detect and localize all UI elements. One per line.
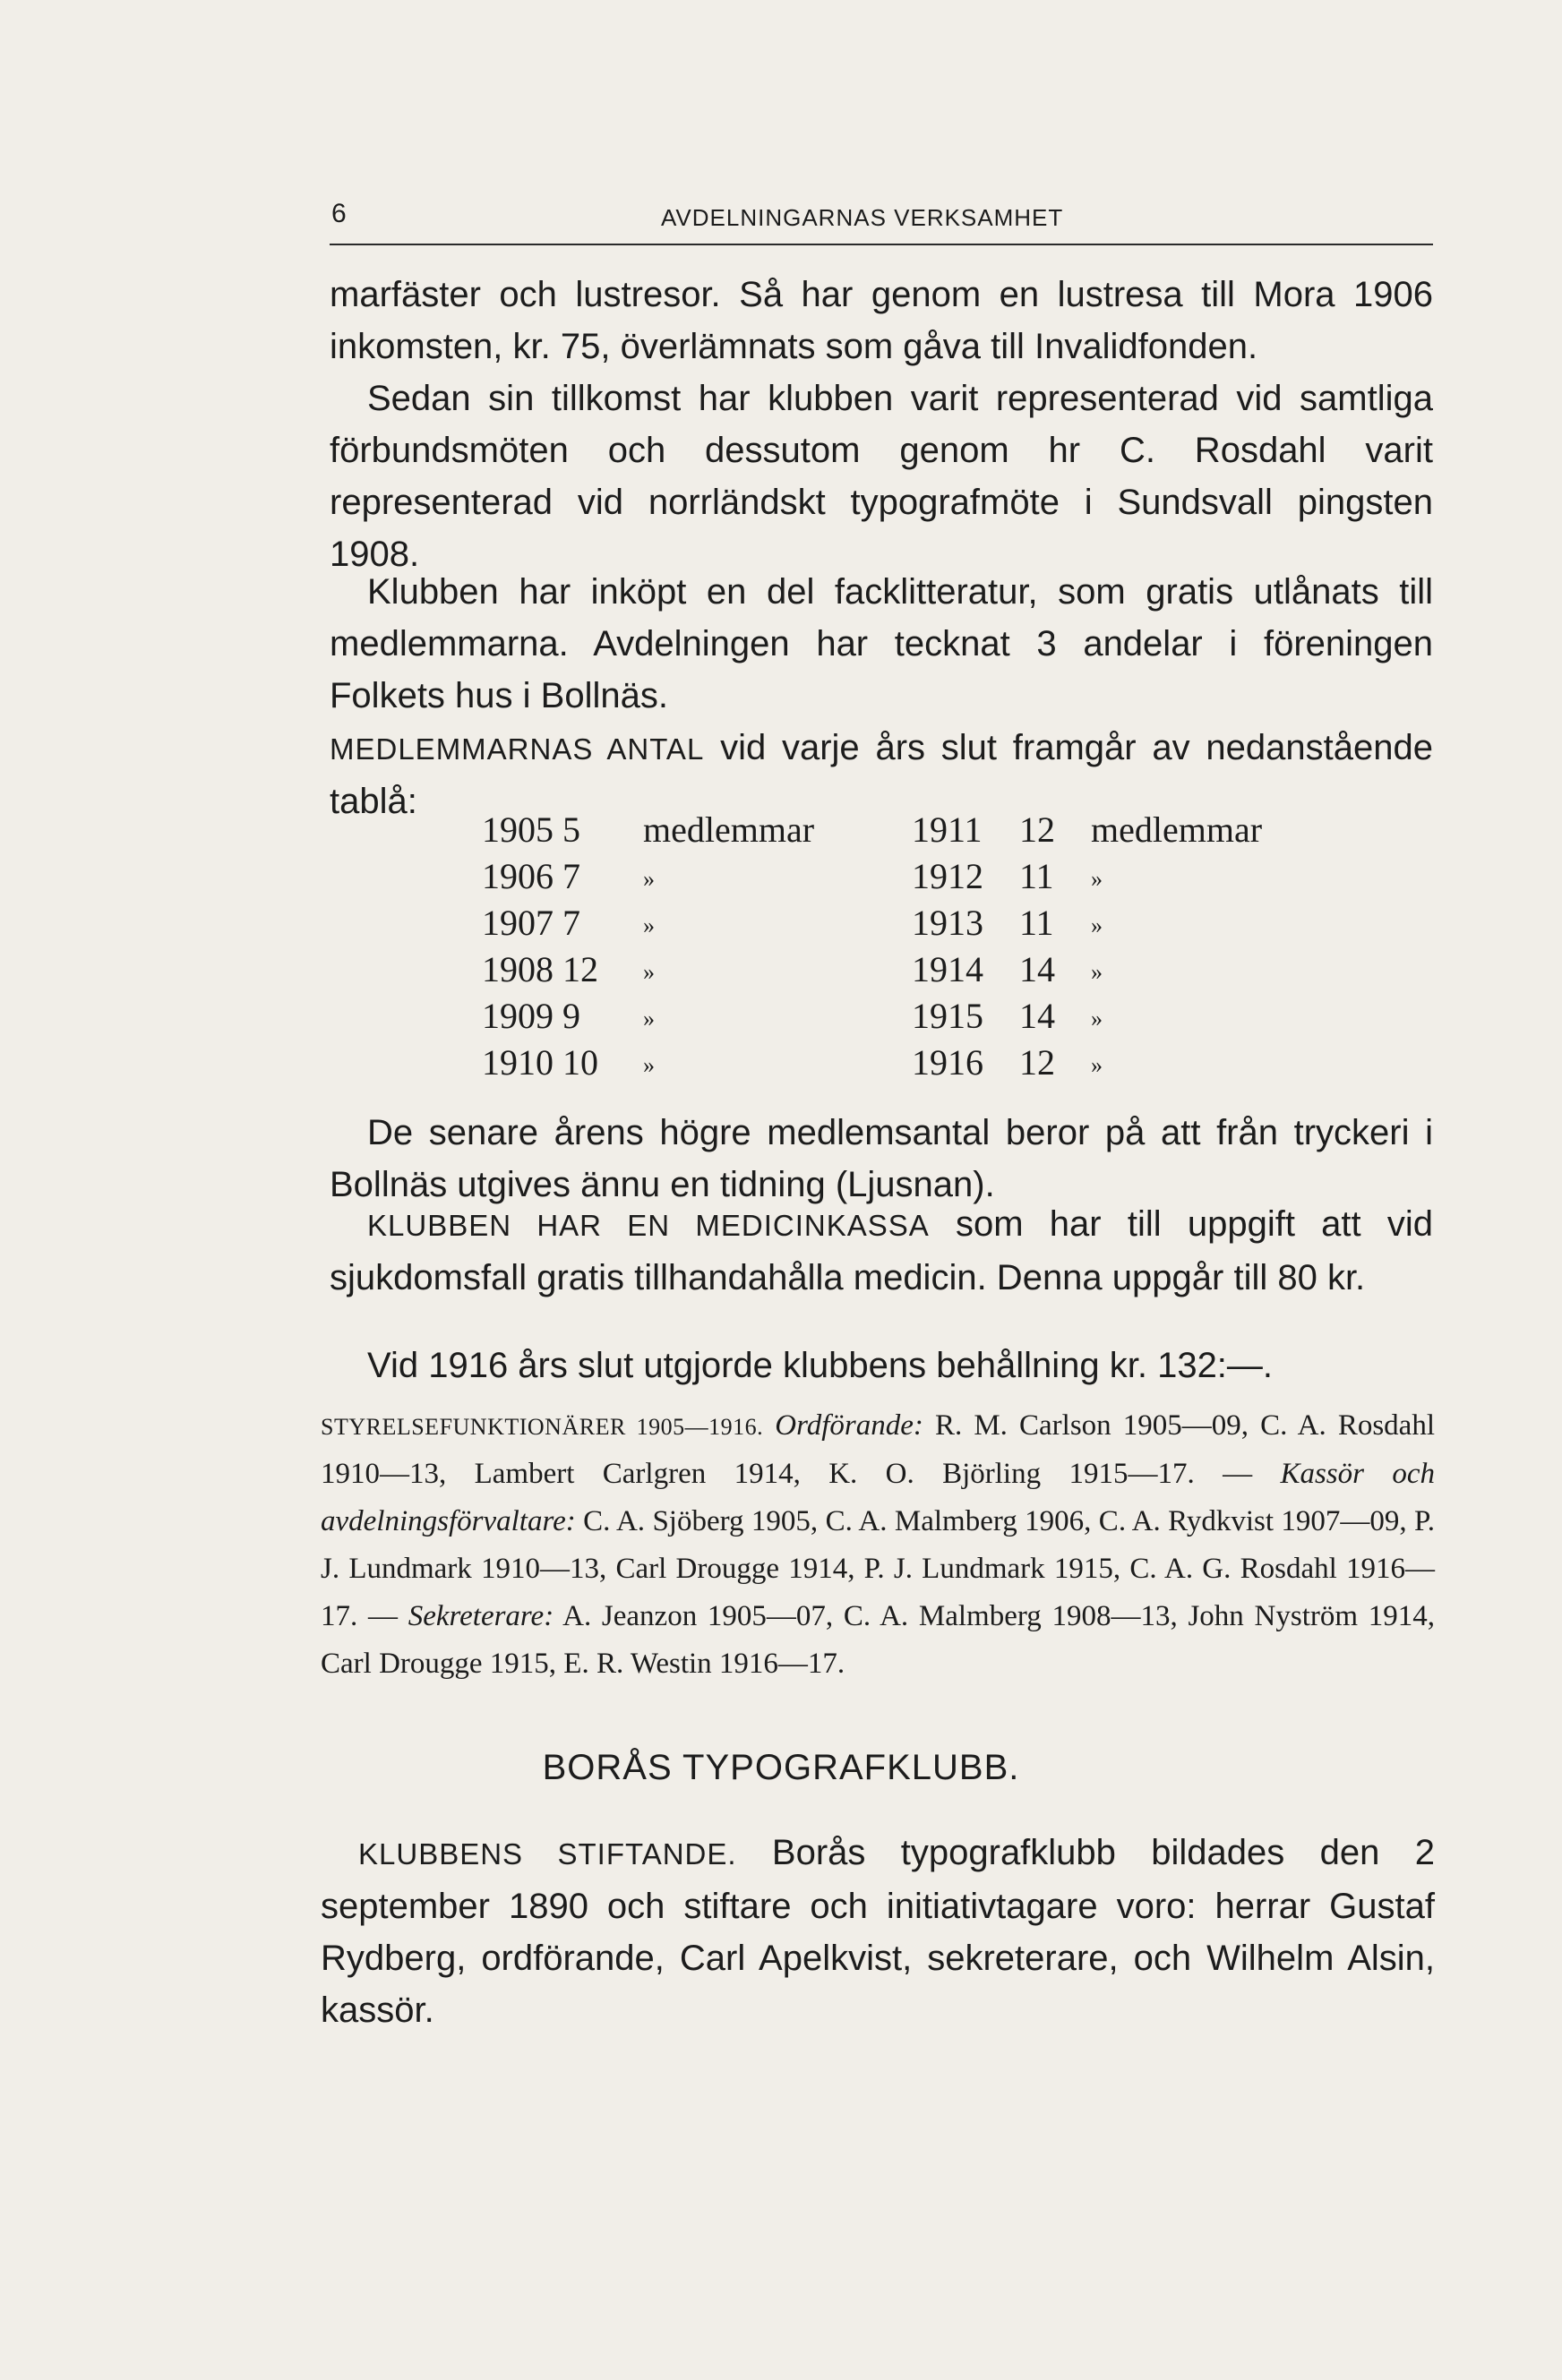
boras-paragraph: [321, 1827, 1435, 2036]
year-cell: 1909: [482, 996, 554, 1036]
year-cell: 1915: [912, 996, 983, 1036]
count-cell: 14: [1019, 996, 1055, 1036]
unit-cell: medlemmar: [643, 809, 815, 850]
paragraph-5: De senare årens högre medlemsantal beror på att från tryckeri i Bollnäs utgives ännu en tidning (Ljusnan).: [330, 1113, 1433, 1204]
paragraph-2: Sedan sin tillkomst har klubben varit representerad vid samtliga förbundsmöten och dessutom genom hr C. Rosdahl varit representerad vid norrländskt typografmöte i Sundsvall pingsten 1908.: [330, 379, 1433, 574]
officers-label-chair: Ordförande:: [775, 1409, 923, 1442]
count-cell: 14: [1019, 949, 1055, 989]
ditto-mark: »: [643, 1006, 655, 1032]
paragraph-6-text: som har till uppgift att vid sjukdomsfall gratis tillhandahålla medicin. Denna uppgår till 80 kr.: [330, 1204, 1433, 1297]
officers-text-treasurer: C. A. Sjöberg 1905, C. A. Malmberg 1906, C. A. Rydkvist 1907—09, P. J. Lundmark 1910—13, Carl Drougge 1914, P. J. Lundmark 1915, C. A. G. Rosdahl 1916—17. —: [321, 1505, 1435, 1632]
count-cell: 11: [1019, 856, 1054, 896]
unit-cell: medlemmar: [1091, 809, 1263, 850]
membership-table: [482, 809, 1333, 1088]
ditto-mark: »: [643, 912, 655, 938]
running-head: [330, 199, 1433, 245]
table-row: [482, 809, 1333, 855]
boras-lead: KLUBBENS STIFTANDE.: [358, 1837, 737, 1871]
officers-text-secretary: A. Jeanzon 1905—07, C. A. Malmberg 1908—13, John Nyström 1914, Carl Drougge 1915, E. R. Westin 1916—17.: [321, 1600, 1436, 1680]
paragraph-4-lead: MEDLEMMARNAS ANTAL: [330, 732, 705, 766]
running-title: AVDELNINGARNAS VERKSAMHET: [661, 204, 1064, 231]
paragraph-3: Klubben har inköpt en del facklitteratur, som gratis utlånats till medlemmarna. Avdelningen har tecknat 3 andelar i föreningen Folkets hus i Bollnäs.: [330, 572, 1433, 715]
page-number: 6: [331, 199, 347, 228]
table-row: [482, 995, 1333, 1041]
officers-text-chair: R. M. Carlson 1905—09, C. A. Rosdahl 1910—13, Lambert Carlgren 1914, K. O. Björling 1915—17. —: [321, 1409, 1436, 1490]
ditto-mark: »: [1091, 959, 1103, 985]
ditto-mark: »: [1091, 912, 1103, 938]
year-cell: 1905: [482, 809, 554, 850]
count-cell: 11: [1019, 903, 1054, 943]
year-cell: 1911: [912, 809, 983, 850]
ditto-mark: »: [1091, 1052, 1103, 1078]
ditto-mark: »: [643, 866, 655, 892]
year-cell: 1910: [482, 1042, 554, 1083]
year-cell: 1914: [912, 949, 983, 989]
ditto-mark: »: [1091, 866, 1103, 892]
paragraph-1: marfäster och lustresor. Så har genom en lustresa till Mora 1906 inkomsten, kr. 75, överlämnats som gåva till Invalidfonden.: [330, 275, 1433, 366]
ditto-mark: »: [1091, 1006, 1103, 1032]
table-row: [482, 948, 1333, 995]
count-cell: 7: [562, 856, 580, 896]
year-cell: 1916: [912, 1042, 983, 1083]
count-cell: 12: [1019, 809, 1055, 850]
paragraph-6-lead: KLUBBEN HAR EN MEDICINKASSA: [367, 1209, 930, 1242]
year-cell: 1913: [912, 903, 983, 943]
ditto-mark: »: [643, 1052, 655, 1078]
year-cell: 1907: [482, 903, 554, 943]
count-cell: 10: [562, 1042, 598, 1083]
year-cell: 1908: [482, 949, 554, 989]
section-heading: BORÅS TYPOGRAFKLUBB.: [542, 1748, 1020, 1787]
table-row: [482, 855, 1333, 902]
paragraph-4-text: vid varje års slut framgår av nedanstående tablå:: [330, 728, 1433, 821]
paragraph-7: Vid 1916 års slut utgjorde klubbens behållning kr. 132:—.: [367, 1346, 1274, 1385]
table-row: [482, 902, 1333, 948]
count-cell: 7: [562, 903, 580, 943]
paragraph-6: [330, 1198, 1433, 1304]
table-row: [482, 1041, 1333, 1088]
officers-label-secretary: Sekreterare:: [408, 1600, 554, 1632]
officers-paragraph: [321, 1402, 1435, 1688]
count-cell: 12: [562, 949, 598, 989]
year-cell: 1906: [482, 856, 554, 896]
ditto-mark: »: [643, 959, 655, 985]
count-cell: 5: [562, 809, 580, 850]
year-cell: 1912: [912, 856, 983, 896]
officers-lead: STYRELSEFUNKTIONÄRER 1905—1916.: [321, 1414, 764, 1440]
officers-label-treasurer: Kassör och avdelningsförvaltare:: [321, 1458, 1436, 1537]
count-cell: 9: [562, 996, 580, 1036]
boras-text: Borås typografklubb bildades den 2 september 1890 och stiftare och initiativtagare voro: herrar Gustaf Rydberg, ordförande, Carl Apelkvist, sekreterare, och Wilhelm Alsin, kassör.: [321, 1833, 1435, 2030]
count-cell: 12: [1019, 1042, 1055, 1083]
